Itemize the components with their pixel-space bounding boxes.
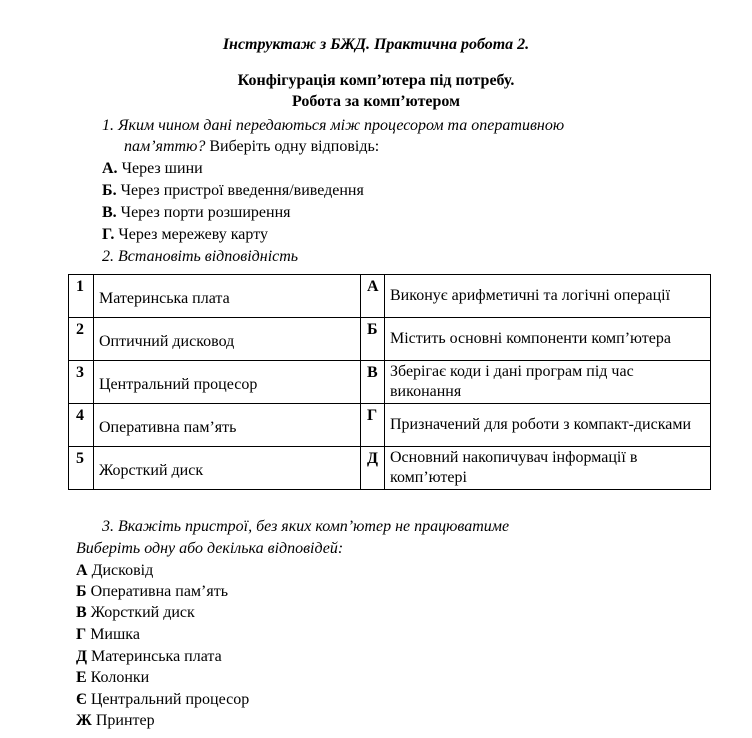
table-row	[69, 275, 711, 318]
q3-option: А Дисковід	[76, 562, 154, 579]
row-number: 4	[69, 404, 94, 447]
q1-option-text: Через порти розширення	[116, 204, 291, 221]
row-letter: В	[361, 361, 385, 404]
q3-option: Б Оперативна пам’ять	[76, 583, 229, 600]
table-row	[69, 404, 711, 447]
component-name: Оперативна пам’ять	[94, 404, 361, 447]
component-description: Містить основні компоненти комп’ютера	[385, 318, 711, 361]
row-letter: Г	[361, 404, 385, 447]
component-description: Виконує арифметичні та логічні операції	[385, 275, 711, 318]
q1-option-letter: В.	[102, 204, 117, 221]
q1-option-letter: А.	[102, 160, 118, 177]
component-description: Зберігає коди і дані програм під час виконання	[385, 361, 711, 404]
q1-option-letter: Б.	[102, 182, 117, 199]
row-number: 3	[69, 361, 94, 404]
row-letter: Б	[361, 318, 385, 361]
q3-text-line1: 3. Вкажіть пристрої, без яких комп’ютер не працюватиме	[102, 518, 510, 535]
row-number: 2	[69, 318, 94, 361]
component-description: Призначений для роботи з компакт-дисками	[385, 404, 711, 447]
title-line-2: Робота за комп’ютером	[291, 93, 461, 110]
table-row	[69, 361, 711, 404]
component-name: Центральний процесор	[94, 361, 361, 404]
q1-text-line2	[124, 136, 379, 157]
q3-option: Е Колонки	[76, 669, 150, 686]
q1-option-a	[102, 158, 203, 179]
row-letter: Д	[361, 447, 385, 490]
component-name: Жорсткий диск	[94, 447, 361, 490]
row-number: 5	[69, 447, 94, 490]
title-line-1: Конфігурація комп’ютера під потребу.	[237, 72, 515, 89]
q3-option: Д Материнська плата	[76, 648, 222, 665]
q1-option-d	[102, 224, 268, 245]
matching-table	[68, 274, 711, 490]
component-name: Оптичний дисковод	[94, 318, 361, 361]
q3-option: В Жорсткий диск	[76, 604, 195, 621]
q1-option-text: Через мережеву карту	[114, 226, 268, 243]
document-header: Інструктаж з БЖД. Практична робота 2.	[222, 36, 530, 53]
q1-option-letter: Г.	[102, 226, 115, 243]
q2-text: 2. Встановіть відповідність	[102, 248, 299, 265]
q3-text-line2: Виберіть одну або декілька відповідей:	[76, 540, 344, 557]
component-name: Материнська плата	[94, 275, 361, 318]
q1-option-b	[102, 180, 364, 201]
q1-option-text: Через шини	[117, 160, 203, 177]
row-letter: А	[361, 275, 385, 318]
table-row	[69, 318, 711, 361]
q1-option-c	[102, 202, 290, 223]
q1-line2-rest: Виберіть одну відповідь:	[205, 138, 380, 155]
q3-option: Ж Принтер	[76, 712, 155, 729]
component-description: Основний накопичувач інформації в комп’ютері	[385, 447, 711, 490]
row-number: 1	[69, 275, 94, 318]
q1-line2-italic: пам’яттю?	[124, 138, 206, 155]
q3-option: Є Центральний процесор	[76, 691, 250, 708]
q3-option: Г Мишка	[76, 626, 140, 643]
table-row	[69, 447, 711, 490]
q1-option-text: Через пристрої введення/виведення	[116, 182, 364, 199]
q1-text-line1: 1. Яким чином дані передаються між процесором та оперативною	[102, 117, 565, 134]
